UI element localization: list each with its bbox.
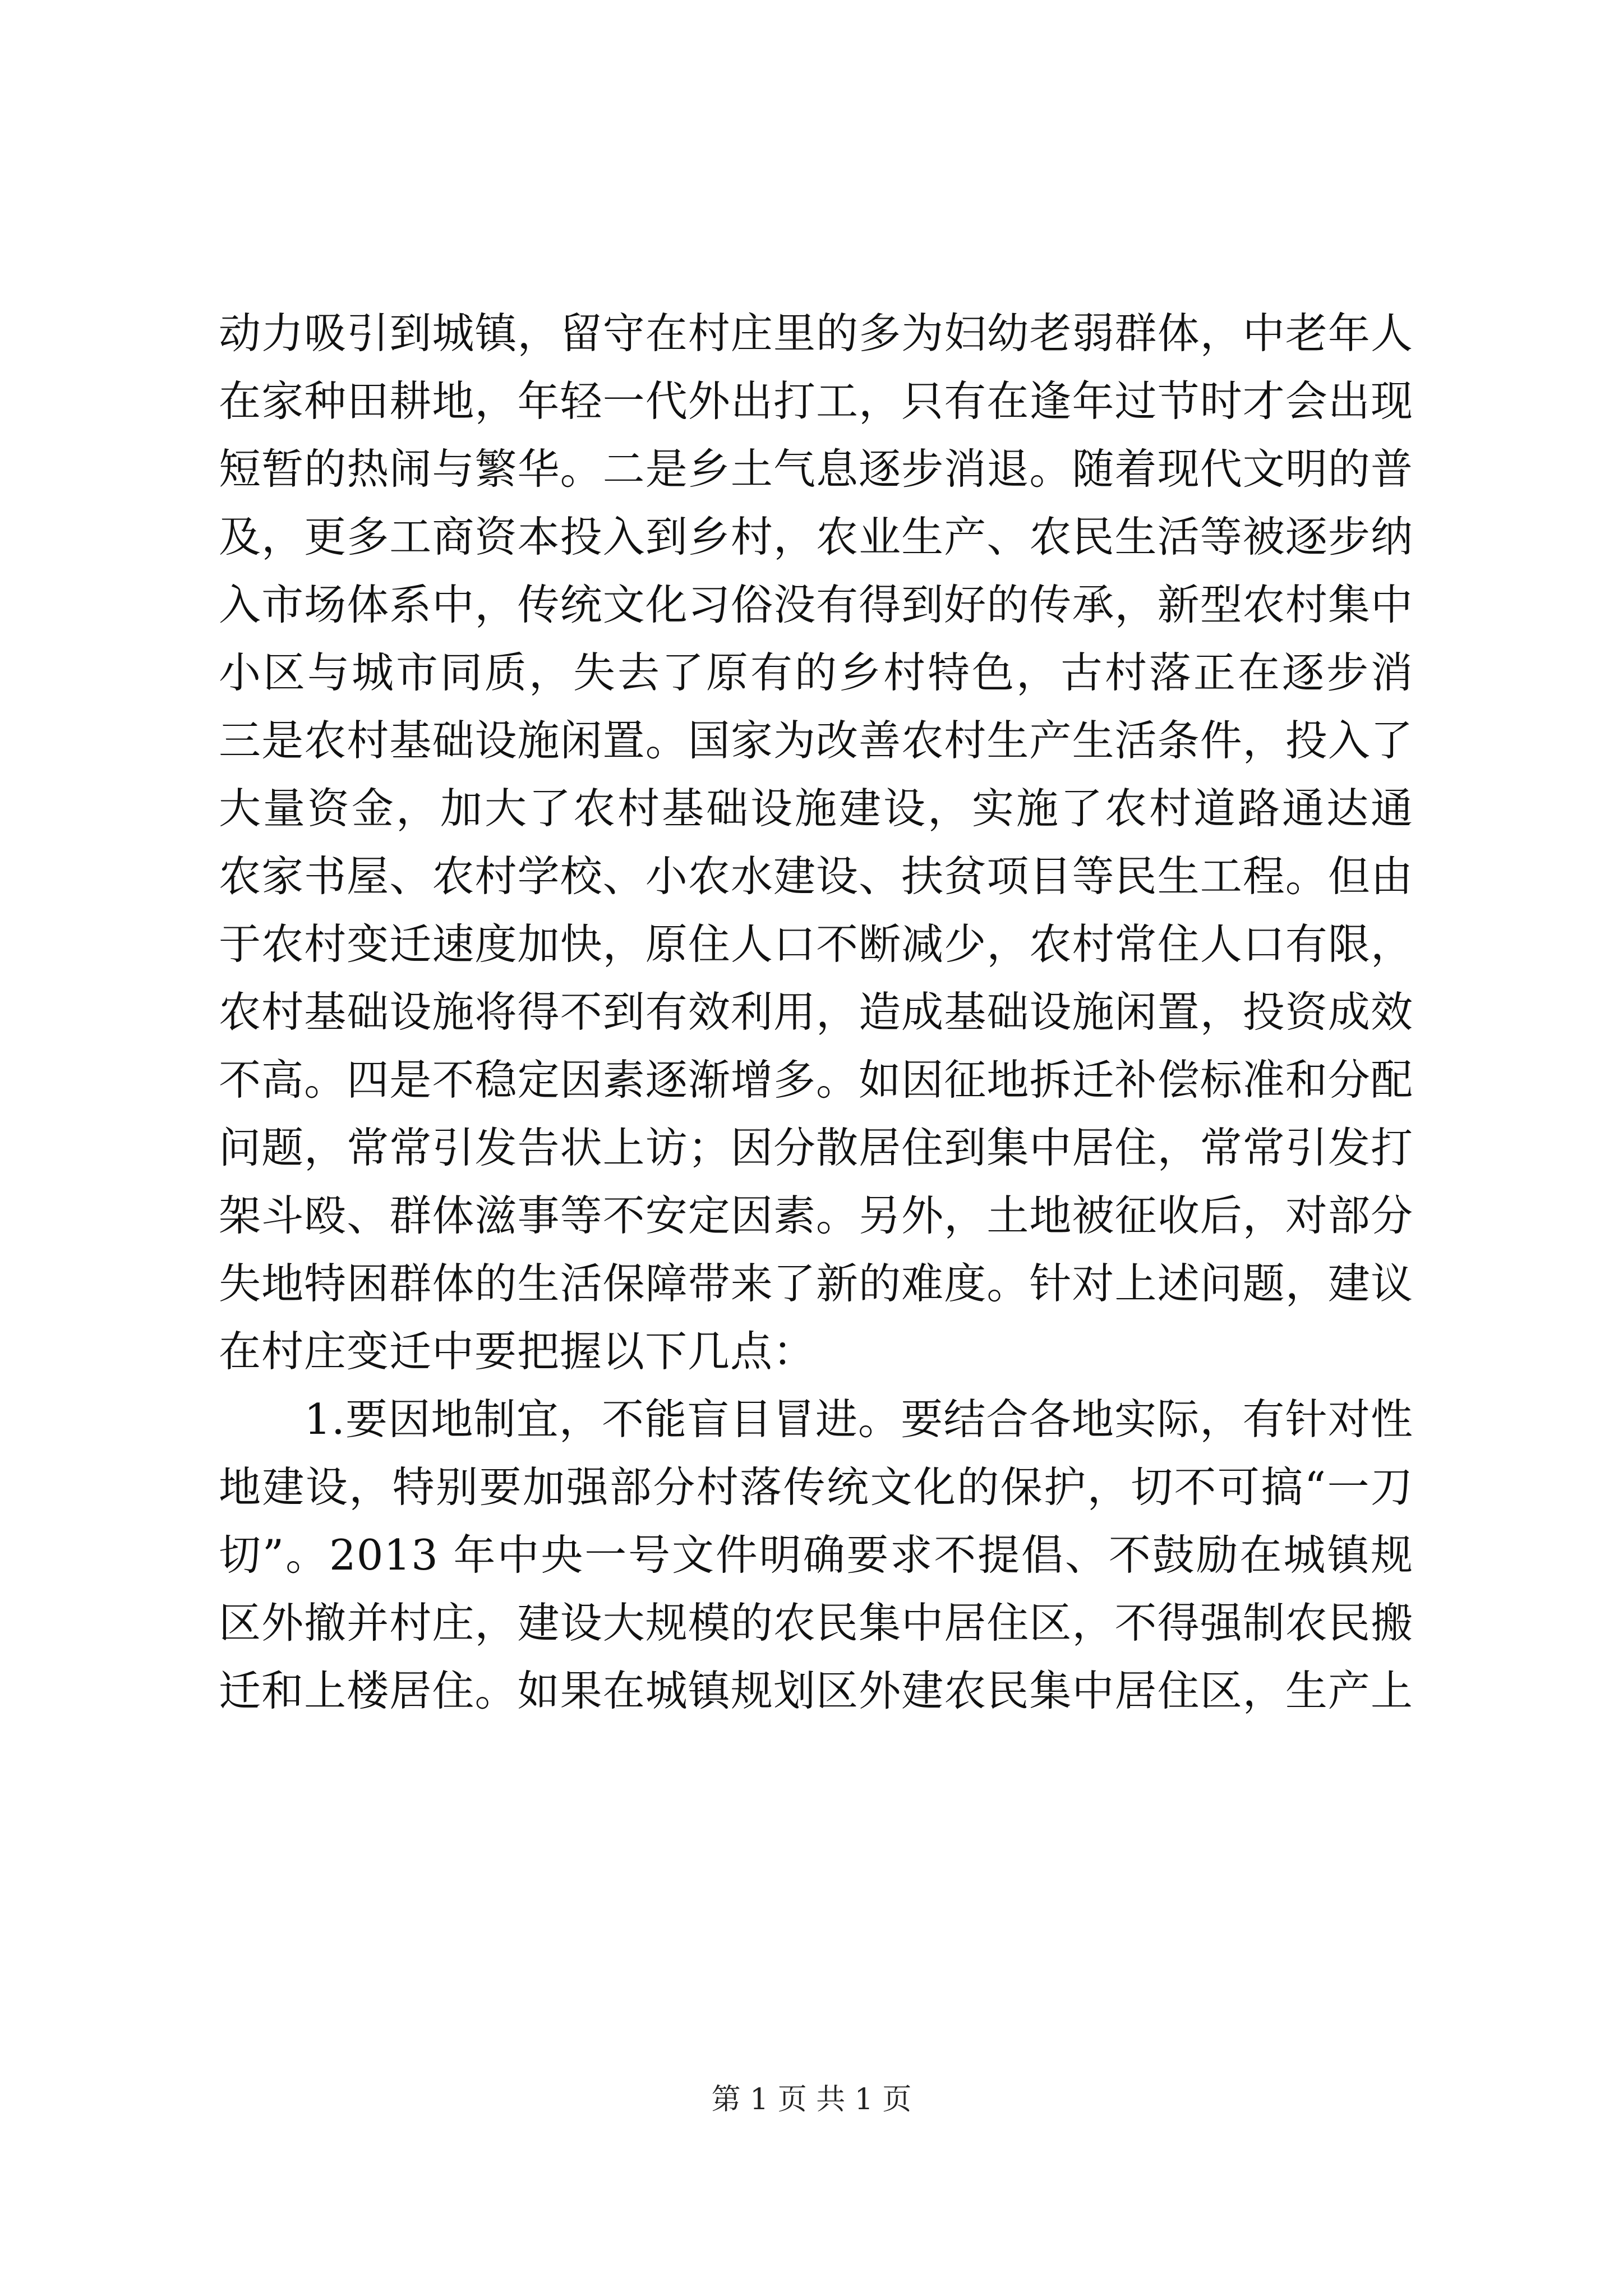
text-line: 问题，常常引发告状上访；因分散居住到集中居住，常常引发打	[219, 1123, 1413, 1172]
text-line: 大量资金，加大了农村基础设施建设，实施了农村道路通达通	[219, 784, 1413, 833]
text-line: 入市场体系中，传统文化习俗没有得到好的传承，新型农村集中	[219, 580, 1413, 629]
text-line: 及，更多工商资本投入到乡村，农业生产、农民生活等被逐步纳	[219, 512, 1413, 562]
text-line: 区外撤并村庄，建设大规模的农民集中居住区，不得强制农民搬	[219, 1598, 1413, 1648]
text-line: 切”。2013 年中央一号文件明确要求不提倡、不鼓励在城镇规	[219, 1530, 1413, 1580]
text-line: 不高。四是不稳定因素逐渐增多。如因征地拆迁补偿标准和分配	[219, 1055, 1413, 1105]
text-line: 地建设，特别要加强部分村落传统文化的保护，切不可搞“一刀	[219, 1462, 1413, 1512]
text-line: 动力吸引到城镇，留守在村庄里的多为妇幼老弱群体，中老年人	[219, 309, 1413, 358]
text-line: 农家书屋、农村学校、小农水建设、扶贫项目等民生工程。但由	[219, 852, 1413, 901]
text-line: 1.要因地制宜，不能盲目冒进。要结合各地实际，有针对性	[219, 1395, 1413, 1444]
text-line: 于农村变迁速度加快，原住人口不断减少，农村常住人口有限，	[219, 919, 1413, 969]
text-line: 短暂的热闹与繁华。二是乡土气息逐步消退。随着现代文明的普	[219, 444, 1413, 494]
text-line: 迁和上楼居住。如果在城镇规划区外建农民集中居住区，生产上	[219, 1666, 1413, 1715]
text-line: 失地特困群体的生活保障带来了新的难度。针对上述问题，建议	[219, 1259, 1413, 1308]
text-line: 架斗殴、群体滋事等不安定因素。另外，土地被征收后，对部分	[219, 1191, 1413, 1240]
body-text	[219, 300, 1413, 1725]
text-line: 小区与城市同质，失去了原有的乡村特色，古村落正在逐步消	[219, 648, 1413, 697]
text-line: 农村基础设施将得不到有效利用，造成基础设施闲置，投资成效	[219, 987, 1413, 1037]
text-line: 在家种田耕地，年轻一代外出打工，只有在逢年过节时才会出现	[219, 376, 1413, 426]
text-line: 在村庄变迁中要把握以下几点：	[219, 1327, 816, 1376]
page-number-footer: 第 1 页 共 1 页	[711, 2083, 912, 2116]
text-line: 三是农村基础设施闲置。国家为改善农村生产生活条件，投入了	[219, 716, 1413, 765]
